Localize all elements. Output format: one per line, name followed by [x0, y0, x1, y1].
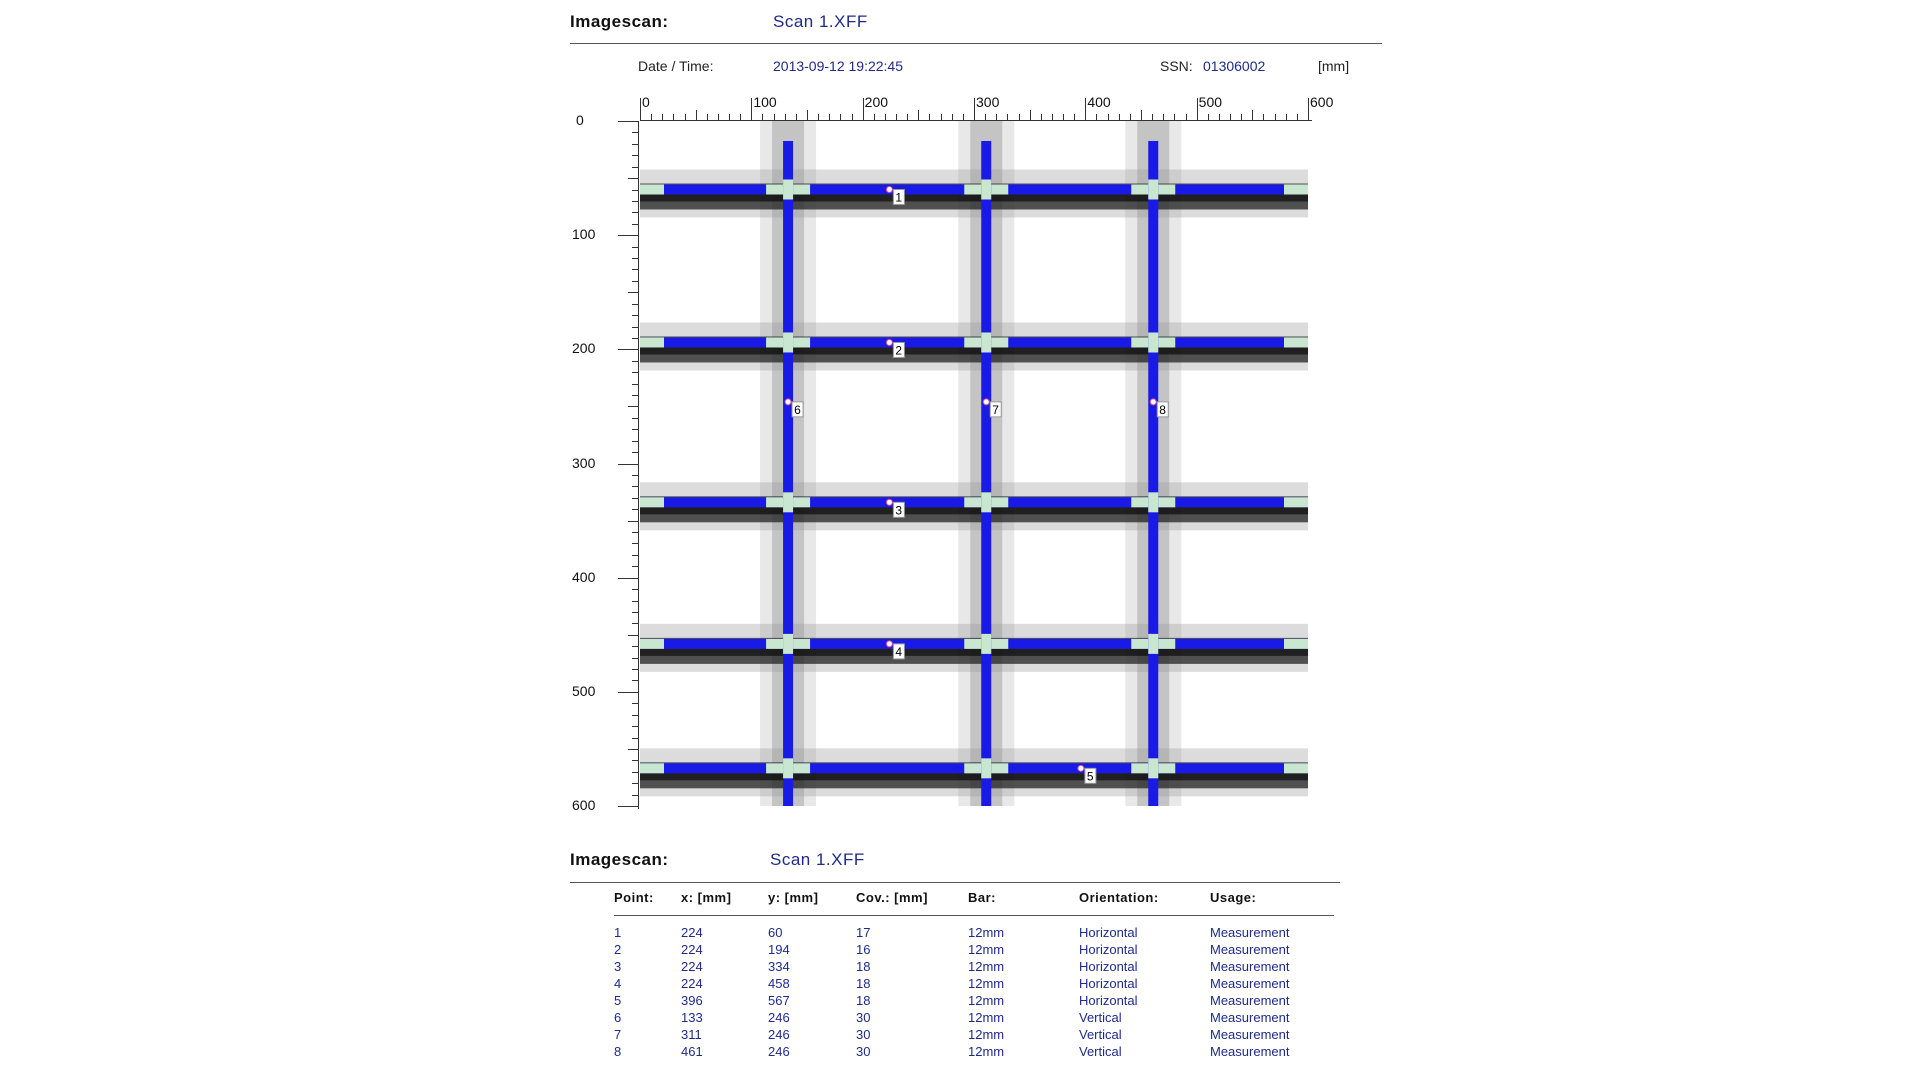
bar-gap: [981, 634, 991, 654]
y-tick: [632, 680, 638, 681]
y-tick: [632, 212, 638, 213]
bar-gap: [1284, 497, 1308, 507]
x-tick: [1163, 114, 1164, 120]
table-cell: 246: [768, 1027, 790, 1042]
bar-gap: [981, 492, 991, 512]
vertical-bar: [783, 141, 793, 806]
x-tick: [1174, 114, 1175, 120]
y-tick: [632, 144, 638, 145]
measurement-point-dot: [886, 499, 892, 505]
table-cell: Vertical: [1079, 1044, 1122, 1059]
y-tick-label: 600: [572, 797, 596, 813]
table-cell: Measurement: [1210, 942, 1290, 957]
table-cell: 4: [614, 976, 622, 991]
table-header-cell: Usage:: [1210, 890, 1257, 905]
table-cell: 3: [614, 959, 622, 974]
bar-gap: [1148, 492, 1158, 512]
y-tick: [632, 669, 638, 670]
x-tick: [1141, 110, 1142, 120]
y-tick: [632, 247, 638, 248]
x-tick: [1041, 114, 1042, 120]
imagescan-label: Imagescan:: [570, 12, 669, 31]
measurement-point-label: 6: [794, 402, 801, 417]
y-tick: [632, 646, 638, 647]
x-tick: [1130, 114, 1131, 120]
measurement-point-label: 1: [895, 190, 903, 205]
table-cell: Measurement: [1210, 1027, 1290, 1042]
x-tick: [1186, 114, 1187, 120]
x-tick: [751, 98, 752, 120]
table-cell: 12mm: [968, 1027, 1005, 1042]
y-tick: [632, 372, 638, 373]
table-cell: 18: [856, 993, 871, 1008]
table-cell: Horizontal: [1079, 993, 1138, 1008]
x-tick: [885, 114, 886, 120]
table-cell: Measurement: [1210, 959, 1290, 974]
x-tick: [829, 114, 830, 120]
bar-gap: [783, 180, 793, 200]
x-tick: [1096, 114, 1097, 120]
measurement-point-dot: [785, 399, 791, 405]
x-tick: [1007, 114, 1008, 120]
ssn-value: 01306002: [1203, 58, 1266, 74]
table-cell: 16: [856, 942, 871, 957]
table-header-cell: Point:: [614, 890, 654, 905]
table-cell: 224: [681, 976, 703, 991]
table-cell: 18: [856, 959, 871, 974]
measurement-point-label: 7: [992, 402, 999, 417]
x-tick: [1019, 114, 1020, 120]
table-imagescan-label: Imagescan:: [570, 850, 669, 869]
table-cell: 30: [856, 1044, 871, 1059]
y-tick: [618, 121, 638, 122]
x-tick-label: 300: [976, 94, 1000, 110]
x-tick: [952, 114, 953, 120]
datetime-label: Date / Time:: [638, 58, 714, 74]
measurement-point-dot: [983, 399, 989, 405]
y-tick: [632, 543, 638, 544]
table-cell: 224: [681, 959, 703, 974]
x-tick: [874, 114, 875, 120]
x-tick: [729, 114, 730, 120]
vertical-bar: [1148, 141, 1158, 806]
unit-label: [mm]: [1318, 58, 1350, 74]
x-tick: [929, 114, 930, 120]
bar-gap: [1148, 180, 1158, 200]
y-tick: [632, 315, 638, 316]
x-tick: [1286, 114, 1287, 120]
bar-gap: [1284, 185, 1308, 195]
measurement-point-label: 3: [895, 503, 903, 518]
table-header-cell: Orientation:: [1079, 890, 1159, 905]
x-tick: [907, 114, 908, 120]
x-tick: [1030, 110, 1031, 120]
ssn-label: SSN:: [1160, 58, 1193, 74]
y-tick: [628, 406, 638, 407]
table-cell: Measurement: [1210, 1044, 1290, 1059]
y-tick-label: 500: [572, 682, 596, 699]
y-tick: [632, 429, 638, 430]
table-cell: 6: [614, 1010, 622, 1025]
y-tick: [628, 178, 638, 179]
x-tick: [762, 114, 763, 120]
table-cell: 8: [614, 1044, 622, 1059]
y-tick: [632, 327, 638, 328]
x-tick: [740, 114, 741, 120]
y-tick: [632, 601, 638, 602]
y-tick: [632, 486, 638, 487]
bar-gap: [981, 758, 991, 778]
x-tick: [640, 98, 641, 120]
x-tick: [1152, 114, 1153, 120]
x-tick: [918, 110, 919, 120]
scan-image: [640, 121, 1308, 806]
table-header-cell: Bar:: [968, 890, 997, 905]
datetime-value: 2013-09-12 19:22:45: [773, 58, 903, 74]
y-tick: [618, 806, 638, 807]
y-tick: [632, 155, 638, 156]
y-tick: [632, 612, 638, 613]
bar-gap: [640, 337, 664, 347]
bar-gap: [783, 492, 793, 512]
table-cell: 30: [856, 1027, 871, 1042]
y-tick: [632, 475, 638, 476]
y-tick: [618, 464, 638, 465]
table-header-cell: y: [mm]: [768, 890, 819, 905]
table-cell: 567: [768, 993, 790, 1008]
table-cell: Horizontal: [1079, 959, 1138, 974]
x-tick: [685, 114, 686, 120]
table-cell: Horizontal: [1079, 925, 1138, 940]
bar-gap: [1148, 332, 1158, 352]
x-tick: [974, 98, 975, 120]
scan-canvas: [640, 121, 1308, 806]
x-tick: [1275, 114, 1276, 120]
measurement-point-dot: [886, 339, 892, 345]
x-tick: [963, 114, 964, 120]
measurement-point-dot: [1078, 765, 1084, 771]
table-cell: 7: [614, 1027, 622, 1042]
y-tick: [628, 521, 638, 522]
measurement-point-dot: [886, 641, 892, 647]
table-header-cell: Cov.: [mm]: [856, 890, 928, 905]
table-cell: Vertical: [1079, 1027, 1122, 1042]
y-tick: [632, 726, 638, 727]
y-tick-label: 200: [572, 340, 596, 357]
table-cell: 224: [681, 942, 703, 957]
table-cell: 12mm: [968, 993, 1005, 1008]
table-cell: 133: [681, 1010, 703, 1025]
y-tick: [632, 623, 638, 624]
bar-gap: [783, 758, 793, 778]
x-tick-label: 400: [1087, 94, 1111, 110]
y-tick: [618, 692, 638, 693]
x-tick: [774, 114, 775, 120]
y-tick: [632, 532, 638, 533]
bar-gap: [640, 763, 664, 773]
table-cell: Vertical: [1079, 1010, 1122, 1025]
bar-gap: [981, 180, 991, 200]
y-tick: [632, 132, 638, 133]
y-tick: [632, 384, 638, 385]
y-tick-label: 400: [572, 568, 596, 585]
bar-gap: [981, 332, 991, 352]
table-cell: 12mm: [968, 1010, 1005, 1025]
table-cell: 224: [681, 925, 703, 940]
y-tick: [618, 235, 638, 236]
x-tick: [852, 114, 853, 120]
table-cell: 60: [768, 925, 783, 940]
table-cell: 17: [856, 925, 871, 940]
x-tick: [651, 114, 652, 120]
table-cell: Measurement: [1210, 993, 1290, 1008]
y-tick: [632, 167, 638, 168]
y-tick: [632, 498, 638, 499]
y-tick: [632, 269, 638, 270]
x-tick: [807, 110, 808, 120]
x-tick: [1085, 98, 1086, 120]
x-tick: [696, 110, 697, 120]
y-tick: [632, 658, 638, 659]
x-tick: [662, 114, 663, 120]
x-tick: [673, 114, 674, 120]
table-divider-header: [614, 915, 1334, 916]
table-cell: 12mm: [968, 925, 1005, 940]
y-tick: [632, 224, 638, 225]
x-tick: [796, 114, 797, 120]
y-tick: [628, 635, 638, 636]
table-cell: 30: [856, 1010, 871, 1025]
y-tick: [632, 772, 638, 773]
table-cell: 12mm: [968, 959, 1005, 974]
x-tick: [985, 114, 986, 120]
x-tick: [941, 114, 942, 120]
x-tick: [1074, 114, 1075, 120]
table-cell: 12mm: [968, 1044, 1005, 1059]
y-axis-line: [638, 121, 639, 809]
bar-gap: [783, 332, 793, 352]
table-cell: 194: [768, 942, 790, 957]
y-tick-label: 300: [572, 454, 596, 471]
table-file-name: Scan 1.XFF: [770, 850, 865, 869]
y-tick: [628, 749, 638, 750]
y-tick: [632, 258, 638, 259]
table-cell: 246: [768, 1044, 790, 1059]
x-tick: [1052, 114, 1053, 120]
table-cell: 458: [768, 976, 790, 991]
y-tick: [632, 304, 638, 305]
bar-gap: [1148, 758, 1158, 778]
y-tick: [632, 338, 638, 339]
measurement-point-label: 8: [1159, 402, 1166, 417]
x-tick: [1197, 98, 1198, 120]
x-tick-label: 500: [1198, 94, 1223, 110]
x-tick: [1119, 114, 1120, 120]
table-cell: 334: [768, 959, 790, 974]
table-cell: Measurement: [1210, 1010, 1290, 1025]
x-tick: [707, 114, 708, 120]
measurement-point-label: 4: [895, 644, 903, 659]
x-tick: [818, 114, 819, 120]
x-tick: [1297, 114, 1298, 120]
x-tick: [718, 114, 719, 120]
y-tick: [628, 292, 638, 293]
table-header-cell: x: [mm]: [681, 890, 732, 905]
x-tick: [1230, 114, 1231, 120]
table-cell: 396: [681, 993, 703, 1008]
table-cell: 461: [681, 1044, 703, 1059]
table-cell: Horizontal: [1079, 976, 1138, 991]
x-tick-label: 600: [1310, 94, 1334, 110]
x-tick: [996, 114, 997, 120]
x-tick: [840, 114, 841, 120]
y-tick: [632, 589, 638, 590]
y-tick-label: 0: [576, 112, 584, 128]
table-cell: 311: [681, 1027, 702, 1042]
bar-gap: [783, 634, 793, 654]
table-cell: 2: [614, 942, 622, 957]
measurement-point-dot: [1150, 399, 1156, 405]
x-tick: [1241, 114, 1242, 120]
bar-gap: [640, 639, 664, 649]
y-tick: [632, 190, 638, 191]
bar-gap: [1284, 763, 1308, 773]
table-cell: 12mm: [968, 976, 1005, 991]
x-tick-label: 200: [864, 94, 889, 110]
y-tick: [632, 281, 638, 282]
y-tick: [632, 361, 638, 362]
table-cell: 5: [614, 993, 622, 1008]
y-tick: [632, 509, 638, 510]
x-tick: [785, 114, 786, 120]
table-divider-top: [570, 882, 1340, 883]
x-tick: [1219, 114, 1220, 120]
y-tick: [632, 795, 638, 796]
x-tick: [1252, 110, 1253, 120]
y-tick: [632, 703, 638, 704]
y-tick: [632, 395, 638, 396]
y-tick: [632, 555, 638, 556]
vertical-bar: [981, 141, 991, 806]
y-tick: [632, 418, 638, 419]
header-divider: [570, 43, 1382, 44]
y-tick: [618, 578, 638, 579]
y-tick: [632, 783, 638, 784]
y-tick: [632, 760, 638, 761]
x-tick: [1263, 114, 1264, 120]
bar-gap: [1284, 337, 1308, 347]
y-tick: [632, 566, 638, 567]
x-tick: [896, 114, 897, 120]
file-name: Scan 1.XFF: [773, 12, 868, 31]
measurement-point-dot: [886, 187, 892, 193]
y-tick: [632, 201, 638, 202]
bar-gap: [1284, 639, 1308, 649]
x-tick: [1208, 114, 1209, 120]
bar-gap: [1148, 634, 1158, 654]
y-tick: [618, 349, 638, 350]
x-tick: [863, 98, 864, 120]
y-tick: [632, 441, 638, 442]
bar-gap: [640, 497, 664, 507]
table-cell: Measurement: [1210, 925, 1290, 940]
x-tick: [1063, 114, 1064, 120]
table-cell: 18: [856, 976, 871, 991]
bar-gap: [640, 185, 664, 195]
y-tick: [632, 738, 638, 739]
table-cell: Horizontal: [1079, 942, 1138, 957]
table-cell: 12mm: [968, 942, 1005, 957]
measurement-point-label: 5: [1086, 769, 1094, 784]
y-tick: [632, 715, 638, 716]
table-cell: 1: [614, 925, 622, 940]
x-tick: [1308, 98, 1309, 120]
x-tick-label: 0: [642, 94, 650, 110]
x-tick: [1108, 114, 1109, 120]
table-cell: 246: [768, 1010, 790, 1025]
table-cell: Measurement: [1210, 976, 1290, 991]
y-tick-label: 100: [572, 226, 596, 243]
measurement-point-label: 2: [895, 343, 903, 358]
y-tick: [632, 452, 638, 453]
x-tick-label: 100: [753, 94, 777, 110]
